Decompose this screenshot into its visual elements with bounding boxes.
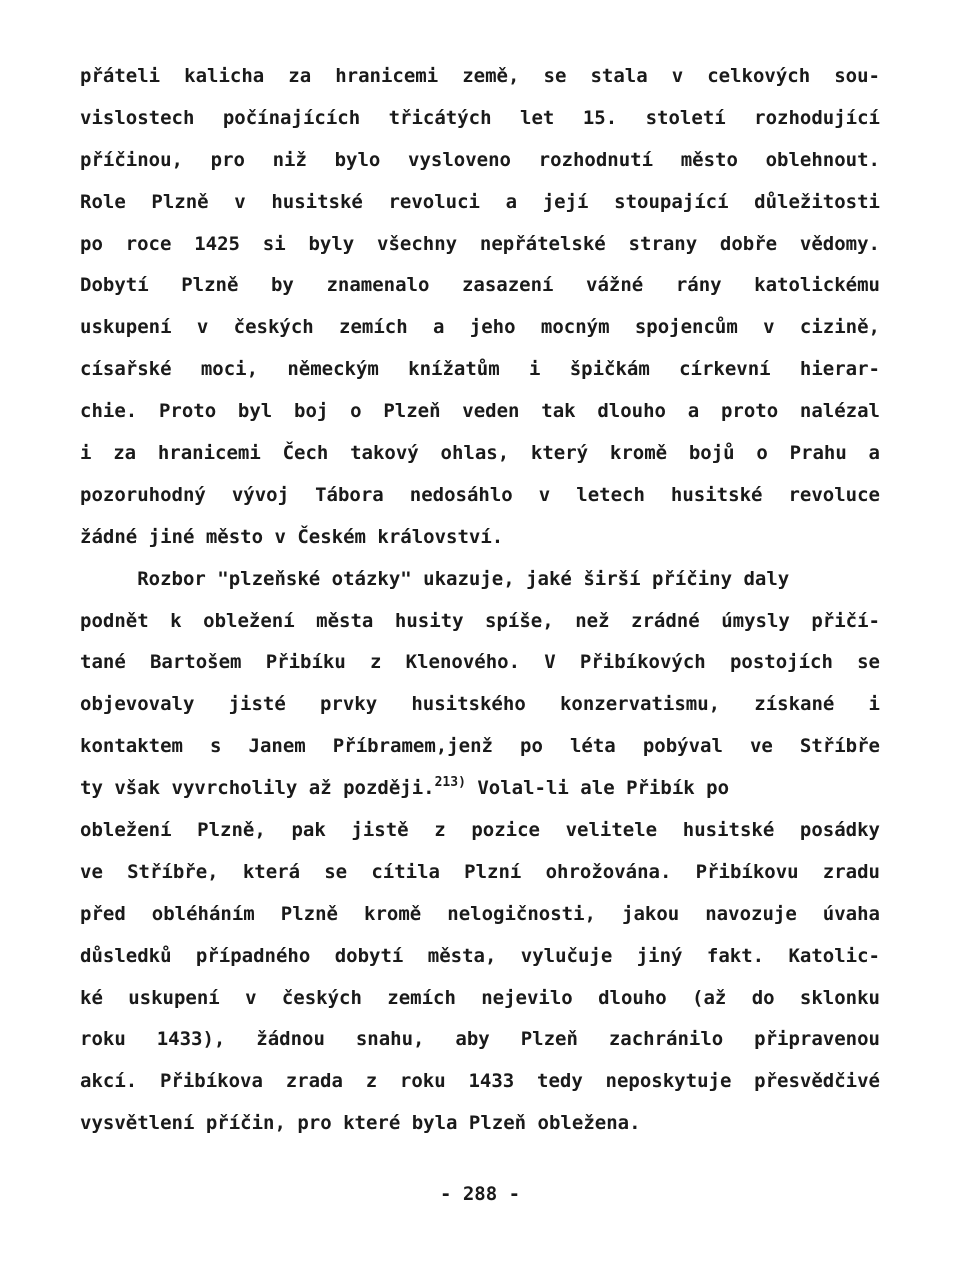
text-line: objevovaly jisté prvky husitského konzervatismu, získané i bbox=[80, 693, 880, 716]
text-line: i za hranicemi Čech takový ohlas, který kromě bojů o Prahu a bbox=[80, 442, 880, 465]
text-line: uskupení v českých zemích a jeho mocným spojencům v cizině, bbox=[80, 316, 880, 339]
text-fragment: ty však vyvrcholily až později. bbox=[80, 777, 435, 800]
text-line: Dobytí Plzně by znamenalo zasazení vážné rány katolickému bbox=[80, 274, 880, 297]
text-line: pozoruhodný vývoj Tábora nedosáhlo v letech husitské revoluce bbox=[80, 483, 880, 506]
body-text bbox=[80, 56, 880, 1145]
text-line: ve Stříbře, která se cítila Plzní ohrožována. Přibíkovu zradu bbox=[80, 860, 880, 883]
text-line: obležení Plzně, pak jistě z pozice velitele husitské posádky bbox=[80, 819, 880, 842]
text-line: roku 1433), žádnou snahu, aby Plzeň zachránilo připravenou bbox=[80, 1028, 880, 1051]
text-line: vysvětlení příčin, pro které byla Plzeň obležena. bbox=[80, 1112, 641, 1135]
text-line: chie. Proto byl boj o Plzeň veden tak dlouho a proto nalézal bbox=[80, 400, 880, 423]
text-line: vislostech počínajících třicátých let 15. století rozhodující bbox=[80, 106, 880, 129]
text-line bbox=[80, 768, 880, 810]
text-line: kontaktem s Janem Příbramem,jenž po léta pobýval ve Stříbře bbox=[80, 735, 880, 758]
text-line: přáteli kalicha za hranicemi země, se stala v celkových sou- bbox=[80, 65, 880, 87]
text-line: tané Bartošem Přibíku z Klenového. V Přibíkových postojích se bbox=[80, 651, 880, 674]
text-line: Role Plzně v husitské revoluci a její stoupající důležitosti bbox=[80, 190, 880, 213]
footnote-reference: 213) bbox=[434, 775, 466, 791]
text-line: Rozbor "plzeňské otázky" ukazuje, jaké širší příčiny daly bbox=[80, 567, 790, 590]
page-number: - 288 - bbox=[439, 1183, 521, 1205]
text-line: podnět k obležení města husity spíše, než zrádné úmysly přičí- bbox=[80, 609, 880, 632]
text-line: ké uskupení v českých zemích nejevilo dlouho (až do sklonku bbox=[80, 986, 880, 1009]
text-line: příčinou, pro niž bylo vysloveno rozhodnutí město oblehnout. bbox=[80, 148, 880, 171]
text-line: císařské moci, německým knížatům i špičkám církevní hierar- bbox=[80, 358, 880, 381]
text-line: žádné jiné město v Českém království. bbox=[80, 525, 504, 548]
text-line: akcí. Přibíkova zrada z roku 1433 tedy neposkytuje přesvědčivé bbox=[80, 1070, 880, 1093]
text-fragment: Volal-li ale Přibík po bbox=[465, 777, 730, 800]
text-line: před obléháním Plzně kromě nelogičnosti, jakou navozuje úvaha bbox=[80, 902, 880, 925]
text-line: po roce 1425 si byly všechny nepřátelské strany dobře vědomy. bbox=[80, 232, 880, 255]
text-line: důsledků případného dobytí města, vylučuje jiný fakt. Katolic- bbox=[80, 944, 880, 967]
